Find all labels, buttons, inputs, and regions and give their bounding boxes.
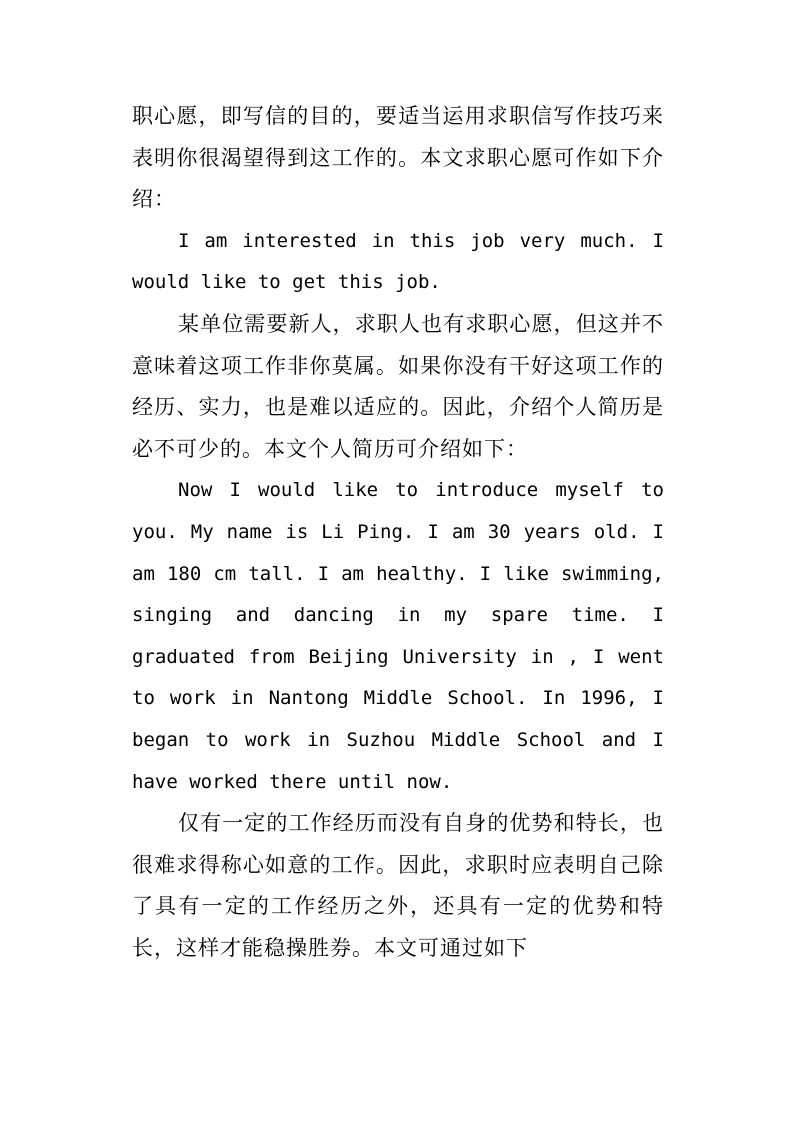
paragraph-job-wish-intro: 职心愿，即写信的目的，要适当运用求职信写作技巧来表明你很渴望得到这工作的。本文求职心愿可作如下介绍：	[132, 104, 664, 212]
paragraph-job-wish-english: I am interested in this job very much. I would like to get this job.	[132, 229, 664, 294]
paragraph-resume-english: Now I would like to introduce myself to you. My name is Li Ping. I am 30 years old. I am 180 cm tall. I am healthy. I like swimming, singing and dancing in my spare time. I graduated from Beijing University in , I went to work in Nantong Middle School. In 1996, I began to work in Suzhou Middle School and I have worked there until now.	[132, 479, 664, 793]
paragraph-resume-intro: 某单位需要新人，求职人也有求职心愿，但这并不意味着这项工作非你莫属。如果你没有干好这项工作的经历、实力，也是难以适应的。因此，介绍个人简历是必不可少的。本文个人简历可介绍如下：	[132, 311, 664, 461]
document-body	[132, 96, 664, 969]
paragraph-strengths-intro: 仅有一定的工作经历而没有自身的优势和特长，也很难求得称心如意的工作。因此，求职时应表明自己除了具有一定的工作经历之外，还具有一定的优势和特长，这样才能稳操胜券。本文可通过如下	[132, 811, 664, 960]
